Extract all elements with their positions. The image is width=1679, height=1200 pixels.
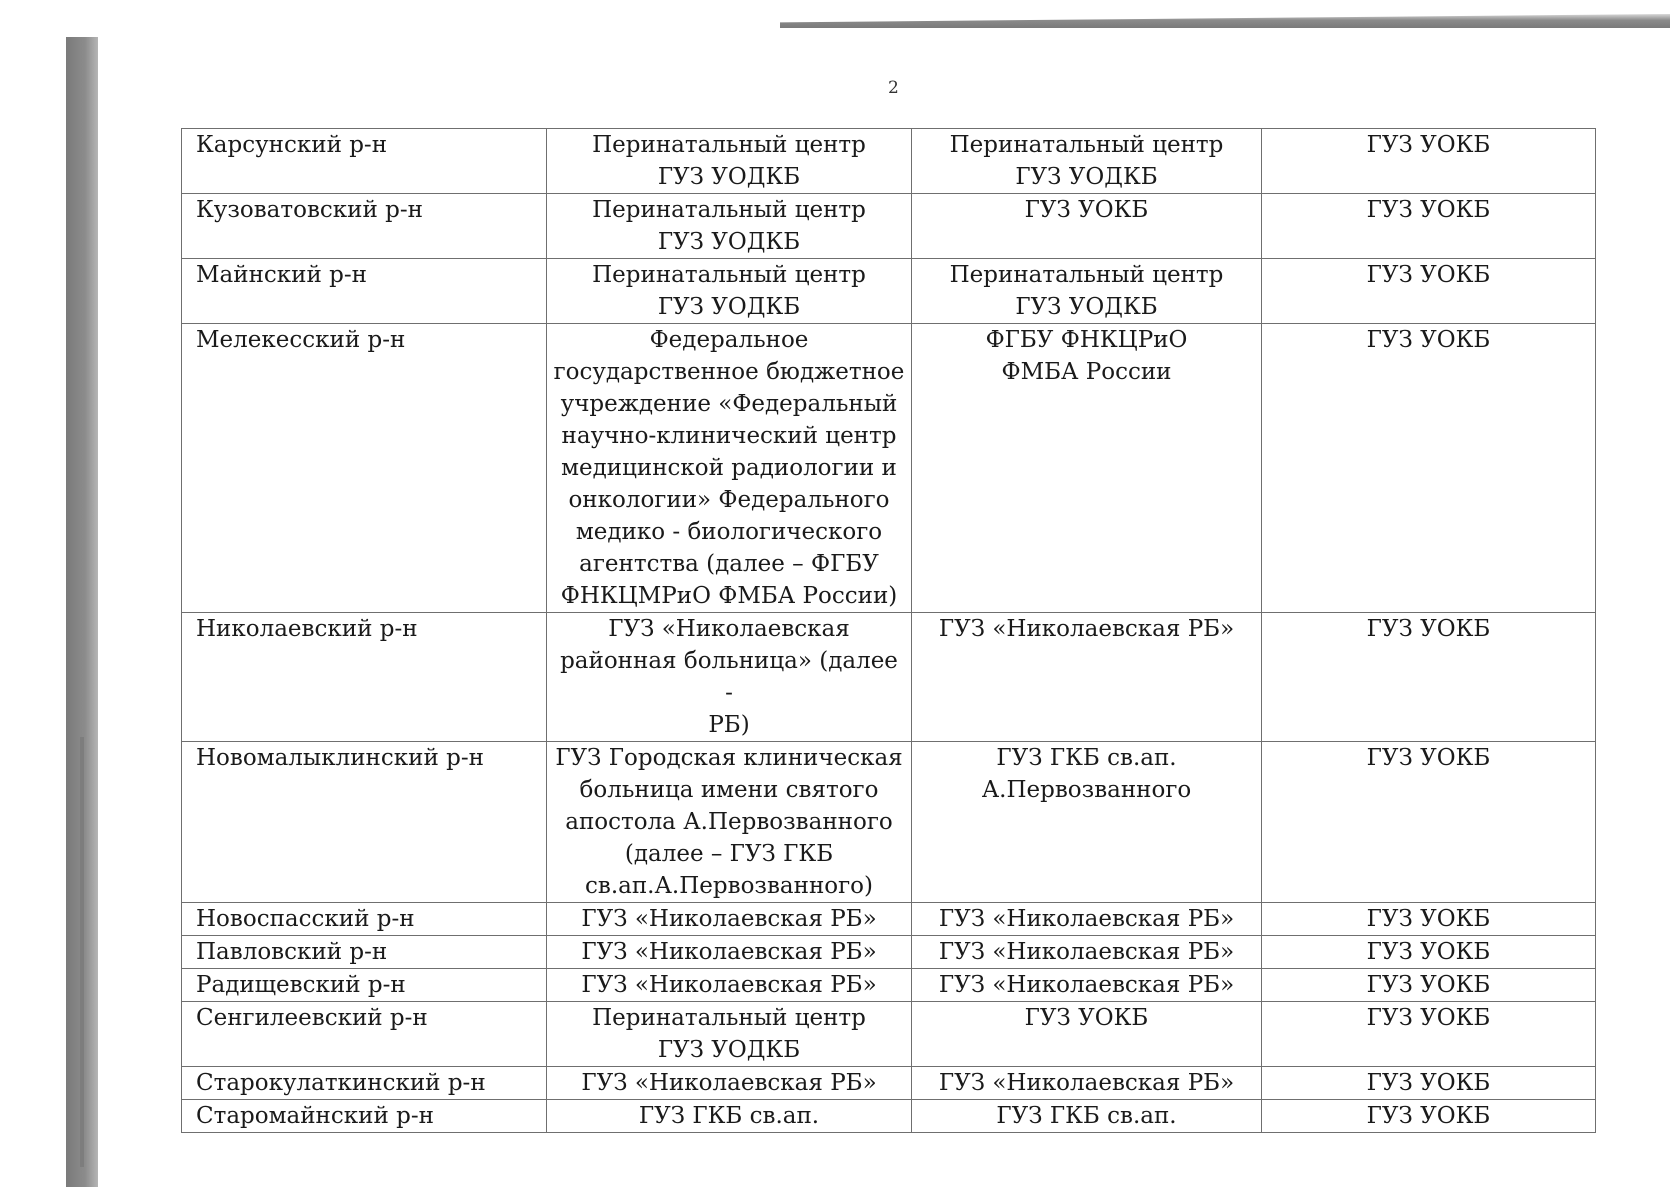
cell-line: ГУЗ УОКБ	[1366, 132, 1491, 158]
cell-line: больница имени святого	[579, 777, 879, 803]
secondary-facility-cell	[912, 742, 1262, 903]
regional-facility-cell	[1262, 1002, 1596, 1067]
cell-line: научно-клинический центр	[561, 423, 897, 449]
cell-line: (далее – ГУЗ ГКБ	[624, 841, 834, 867]
cell-line: ФНКЦМРиО ФМБА России)	[560, 583, 898, 609]
district-cell: Павловский р-н	[182, 936, 547, 969]
cell-line: ГУЗ УОКБ	[1366, 327, 1491, 353]
primary-facility-cell	[547, 936, 912, 969]
cell-line: ГУЗ УОКБ	[1366, 1070, 1491, 1096]
cell-line: ГУЗ ГКБ св.ап.	[996, 745, 1177, 771]
cell-line: ГУЗ «Николаевская РБ»	[938, 972, 1235, 998]
secondary-facility-cell	[912, 259, 1262, 324]
regional-facility-cell	[1262, 129, 1596, 194]
table-row	[182, 324, 1596, 613]
primary-facility-cell	[547, 903, 912, 936]
cell-line: св.ап.А.Первозванного)	[585, 873, 873, 899]
cell-line: ГУЗ «Николаевская РБ»	[938, 939, 1235, 965]
cell-line: ГУЗ «Николаевская РБ»	[581, 1070, 877, 1096]
primary-facility-cell	[547, 1067, 912, 1100]
cell-line: ФМБА России	[1001, 359, 1172, 385]
cell-line: ГУЗ «Николаевская РБ»	[581, 972, 877, 998]
routing-table	[181, 128, 1596, 1133]
primary-facility-cell	[547, 259, 912, 324]
cell-line: Федеральное	[649, 327, 809, 353]
table-body	[182, 129, 1596, 1133]
cell-line: ГУЗ УОКБ	[1024, 197, 1149, 223]
secondary-facility-cell	[912, 903, 1262, 936]
cell-line: онкологии» Федерального	[568, 487, 890, 513]
cell-line: агентства (далее – ФГБУ	[579, 551, 879, 577]
cell-line: ГУЗ УОКБ	[1366, 197, 1491, 223]
table-row	[182, 194, 1596, 259]
cell-line: ГУЗ УОКБ	[1366, 262, 1491, 288]
cell-line: ГУЗ УОКБ	[1366, 939, 1491, 965]
district-cell: Сенгилеевский р-н	[182, 1002, 547, 1067]
cell-line: ГУЗ УОДКБ	[657, 164, 801, 190]
primary-facility-cell	[547, 1100, 912, 1133]
district-cell: Старокулаткинский р-н	[182, 1067, 547, 1100]
page-number: 2	[888, 78, 899, 98]
district-cell: Карсунский р-н	[182, 129, 547, 194]
secondary-facility-cell	[912, 324, 1262, 613]
secondary-facility-cell	[912, 129, 1262, 194]
cell-line: ГУЗ ГКБ св.ап.	[638, 1103, 820, 1129]
district-cell: Новомалыклинский р-н	[182, 742, 547, 903]
table-row	[182, 936, 1596, 969]
cell-line: ГУЗ «Николаевская РБ»	[938, 906, 1235, 932]
cell-line: ГУЗ УОДКБ	[1015, 294, 1158, 320]
district-cell: Старомайнский р-н	[182, 1100, 547, 1133]
cell-line: апостола А.Первозванного	[565, 809, 893, 835]
table-row	[182, 1067, 1596, 1100]
regional-facility-cell	[1262, 194, 1596, 259]
secondary-facility-cell	[912, 1067, 1262, 1100]
table-row	[182, 129, 1596, 194]
cell-line: ГУЗ УОДКБ	[657, 229, 801, 255]
secondary-facility-cell	[912, 936, 1262, 969]
regional-facility-cell	[1262, 1100, 1596, 1133]
cell-line: районная больница» (далее -	[560, 648, 898, 706]
cell-line: ФГБУ ФНКЦРиО	[985, 327, 1188, 353]
cell-line: Перинатальный центр	[949, 262, 1224, 288]
primary-facility-cell	[547, 194, 912, 259]
cell-line: Перинатальный центр	[592, 1005, 866, 1031]
primary-facility-cell	[547, 1002, 912, 1067]
regional-facility-cell	[1262, 742, 1596, 903]
cell-line: ГУЗ УОКБ	[1366, 1103, 1491, 1129]
cell-line: ГУЗ УОКБ	[1366, 1005, 1491, 1031]
cell-line: ГУЗ УОКБ	[1366, 906, 1491, 932]
secondary-facility-cell	[912, 194, 1262, 259]
cell-line: государственное бюджетное	[553, 359, 905, 385]
table-row	[182, 613, 1596, 742]
cell-line: ГУЗ «Николаевская РБ»	[938, 616, 1235, 642]
primary-facility-cell	[547, 742, 912, 903]
regional-facility-cell	[1262, 1067, 1596, 1100]
primary-facility-cell	[547, 324, 912, 613]
regional-facility-cell	[1262, 936, 1596, 969]
cell-line: ГУЗ УОКБ	[1366, 616, 1491, 642]
primary-facility-cell	[547, 129, 912, 194]
scan-shadow-left	[66, 37, 98, 1187]
table-row	[182, 1100, 1596, 1133]
primary-facility-cell	[547, 969, 912, 1002]
cell-line: ГУЗ «Николаевская РБ»	[581, 939, 877, 965]
cell-line: РБ)	[708, 712, 750, 738]
cell-line: ГУЗ УОДКБ	[1015, 164, 1158, 190]
cell-line: учреждение «Федеральный	[560, 391, 898, 417]
cell-line: Перинатальный центр	[592, 197, 866, 223]
cell-line: ГУЗ «Николаевская РБ»	[938, 1070, 1235, 1096]
cell-line: медико - биологического	[575, 519, 883, 545]
secondary-facility-cell	[912, 1002, 1262, 1067]
cell-line: ГУЗ УОКБ	[1366, 972, 1491, 998]
regional-facility-cell	[1262, 613, 1596, 742]
district-cell: Радищевский р-н	[182, 969, 547, 1002]
scan-shadow-top	[780, 14, 1670, 28]
district-cell: Кузоватовский р-н	[182, 194, 547, 259]
secondary-facility-cell	[912, 1100, 1262, 1133]
cell-line: Перинатальный центр	[949, 132, 1224, 158]
table-row	[182, 259, 1596, 324]
table-row	[182, 903, 1596, 936]
regional-facility-cell	[1262, 259, 1596, 324]
cell-line: Перинатальный центр	[592, 262, 866, 288]
primary-facility-cell	[547, 613, 912, 742]
table-row	[182, 742, 1596, 903]
cell-line: ГУЗ УОКБ	[1024, 1005, 1149, 1031]
cell-line: ГУЗ Городская клиническая	[555, 745, 903, 771]
district-cell: Николаевский р-н	[182, 613, 547, 742]
cell-line: ГУЗ «Николаевская РБ»	[581, 906, 877, 932]
cell-line: ГУЗ ГКБ св.ап.	[996, 1103, 1177, 1129]
cell-line: ГУЗ УОДКБ	[657, 1037, 801, 1063]
table-row	[182, 1002, 1596, 1067]
secondary-facility-cell	[912, 613, 1262, 742]
district-cell: Мелекесский р-н	[182, 324, 547, 613]
regional-facility-cell	[1262, 903, 1596, 936]
cell-line: медицинской радиологии и	[561, 455, 897, 481]
secondary-facility-cell	[912, 969, 1262, 1002]
cell-line: ГУЗ УОДКБ	[657, 294, 801, 320]
cell-line: А.Первозванного	[981, 777, 1192, 803]
cell-line: ГУЗ «Николаевская	[608, 616, 850, 642]
district-cell: Новоспасский р-н	[182, 903, 547, 936]
regional-facility-cell	[1262, 969, 1596, 1002]
cell-line: ГУЗ УОКБ	[1366, 745, 1491, 771]
regional-facility-cell	[1262, 324, 1596, 613]
table-row	[182, 969, 1596, 1002]
cell-line: Перинатальный центр	[592, 132, 866, 158]
district-cell: Майнский р-н	[182, 259, 547, 324]
